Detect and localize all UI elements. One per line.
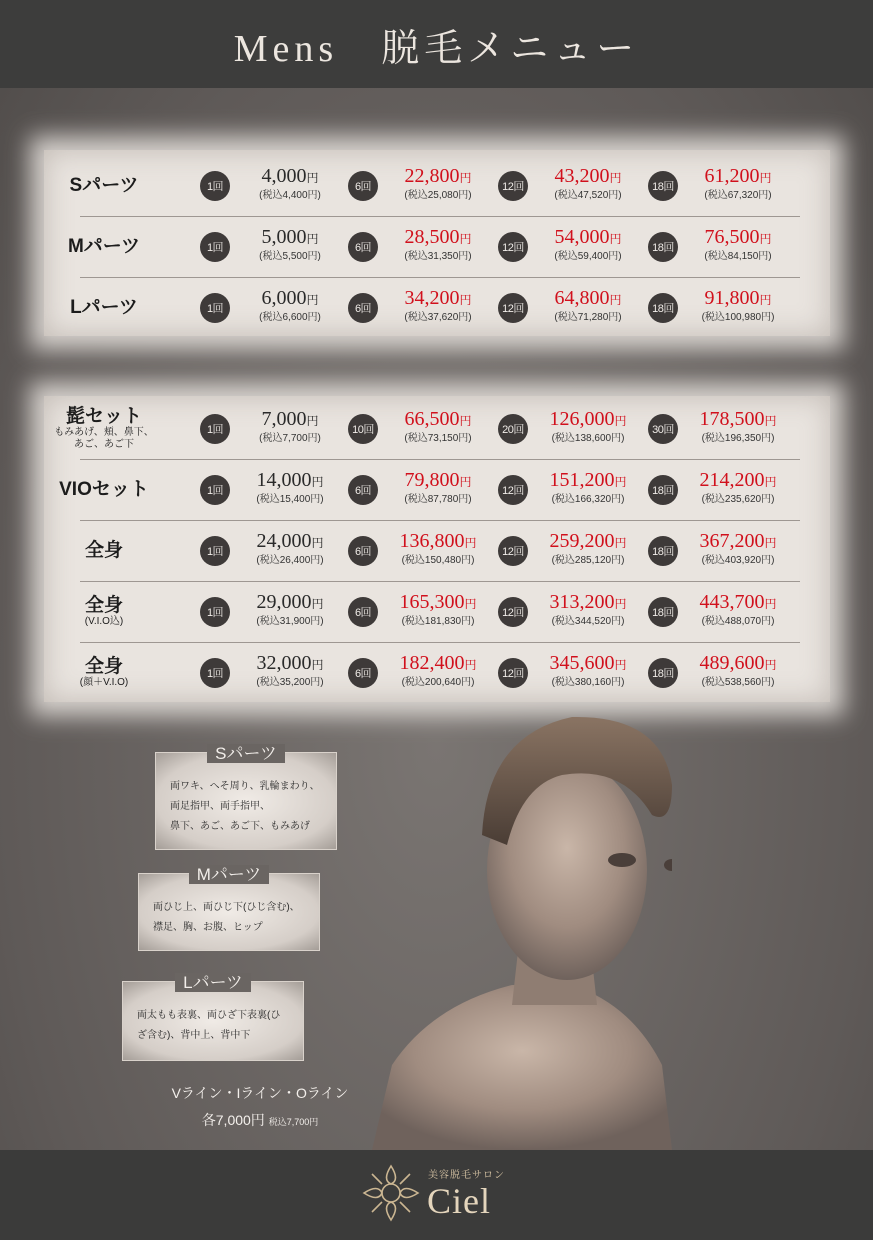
price-unit: 円 <box>609 171 622 185</box>
plan-price <box>378 470 498 506</box>
plan-price <box>528 592 648 628</box>
course-name-cell <box>50 155 158 216</box>
session-count-badge: 1回 <box>200 475 230 505</box>
s-parts-line: 両足指甲、両手指甲、 <box>170 801 270 812</box>
course-name-cell <box>50 581 158 642</box>
session-count-badge: 6回 <box>348 658 378 688</box>
plan-price <box>678 166 798 202</box>
course-name: Lパーツ <box>70 297 138 318</box>
price-tax-included: (税込26,400円) <box>256 555 324 566</box>
price-value: 126,000 <box>549 408 615 430</box>
price-unit: 円 <box>459 232 472 246</box>
plan-price <box>378 166 498 202</box>
price-unit: 円 <box>459 475 472 489</box>
session-count-badge: 12回 <box>498 597 528 627</box>
price-tax-included: (税込87,780円) <box>404 494 472 505</box>
price-row <box>59 459 800 521</box>
course-name-cell <box>50 520 158 581</box>
price-value: 151,200 <box>549 469 615 491</box>
course-name: 髭セット <box>65 406 142 427</box>
price-tax-included: (税込196,350円) <box>701 433 775 444</box>
price-unit: 円 <box>306 171 319 185</box>
m-parts-line: 襟足、胸、お腹、ヒップ <box>153 922 263 933</box>
session-count-badge: 30回 <box>648 414 678 444</box>
plan-price <box>678 470 798 506</box>
price-value: 313,200 <box>549 591 615 613</box>
price-unit: 円 <box>764 536 777 550</box>
price-unit: 円 <box>614 658 627 672</box>
plan-price <box>678 531 798 567</box>
course-name: 全身 <box>84 540 123 561</box>
price-value: 367,200 <box>699 530 765 552</box>
price-value: 6,000 <box>261 287 307 309</box>
session-count-badge: 6回 <box>348 293 378 323</box>
price-row <box>67 216 800 278</box>
price-tax-included: (税込150,480円) <box>401 555 475 566</box>
plan-price <box>230 288 350 324</box>
session-count-badge: 18回 <box>648 232 678 262</box>
plan-price <box>378 409 498 445</box>
price-unit: 円 <box>759 171 772 185</box>
vio-line-price <box>100 1110 420 1130</box>
plan-price <box>528 470 648 506</box>
price-value: 34,200 <box>404 287 460 309</box>
session-count-badge: 12回 <box>498 171 528 201</box>
price-value: 43,200 <box>554 165 610 187</box>
plan-price <box>230 227 350 263</box>
price-tax-included: (税込488,070円) <box>701 616 775 627</box>
session-count-badge: 18回 <box>648 536 678 566</box>
price-tax-included: (税込6,600円) <box>259 312 321 323</box>
session-count-badge: 18回 <box>648 475 678 505</box>
price-unit: 円 <box>609 232 622 246</box>
page-title: Mens 脱毛メニュー <box>233 27 640 70</box>
price-unit: 円 <box>311 536 324 550</box>
price-unit: 円 <box>464 597 477 611</box>
plan-price <box>230 166 350 202</box>
plan-price <box>678 653 798 689</box>
plan-price <box>378 227 498 263</box>
price-tax-included: (税込235,620円) <box>701 494 775 505</box>
price-tax-included: (税込5,500円) <box>259 251 321 262</box>
price-tax-included: (税込35,200円) <box>256 677 324 688</box>
price-value: 443,700 <box>699 591 765 613</box>
price-unit: 円 <box>764 658 777 672</box>
salon-logo-icon <box>360 1162 422 1224</box>
plan-price <box>378 592 498 628</box>
course-name-cell <box>50 398 158 459</box>
price-unit: 円 <box>764 475 777 489</box>
course-name-cell <box>50 459 158 520</box>
price-unit: 円 <box>459 171 472 185</box>
price-unit: 円 <box>614 414 627 428</box>
plan-price <box>528 288 648 324</box>
plan-price <box>230 531 350 567</box>
course-name-cell <box>50 277 158 338</box>
session-count-badge: 1回 <box>200 232 230 262</box>
course-name: VIOセット <box>59 479 149 500</box>
salon-subtitle: 美容脱毛サロン <box>428 1170 505 1181</box>
session-count-badge: 12回 <box>498 475 528 505</box>
price-tax-included: (税込166,320円) <box>551 494 625 505</box>
session-count-badge: 1回 <box>200 171 230 201</box>
m-parts-line: 両ひじ上、両ひじ下(ひじ含む)、 <box>153 902 300 913</box>
m-parts-box <box>138 865 320 951</box>
vio-line-label: Vライン・Iライン・Oライン <box>171 1085 349 1101</box>
price-unit: 円 <box>306 414 319 428</box>
price-value: 28,500 <box>404 226 460 248</box>
s-parts-line: 両ワキ、へそ周り、乳輪まわり、 <box>170 781 320 792</box>
price-tax-included: (税込59,400円) <box>554 251 622 262</box>
page-header <box>0 0 873 88</box>
plan-price <box>528 531 648 567</box>
plan-price <box>378 288 498 324</box>
plan-price <box>678 409 798 445</box>
price-value: 165,300 <box>399 591 465 613</box>
s-parts-description <box>170 777 326 837</box>
plan-price <box>230 653 350 689</box>
session-count-badge: 6回 <box>348 232 378 262</box>
session-count-badge: 12回 <box>498 658 528 688</box>
price-value: 54,000 <box>554 226 610 248</box>
course-note: もみあげ、頬、鼻下、あご、あご下 <box>54 427 154 450</box>
price-tax-included: (税込4,400円) <box>259 190 321 201</box>
course-name: Sパーツ <box>69 175 139 196</box>
session-count-badge: 12回 <box>498 232 528 262</box>
price-unit: 円 <box>459 414 472 428</box>
price-unit: 円 <box>464 658 477 672</box>
price-unit: 円 <box>464 536 477 550</box>
session-count-badge: 20回 <box>498 414 528 444</box>
session-count-badge: 1回 <box>200 597 230 627</box>
price-value: 214,200 <box>699 469 765 491</box>
m-parts-description <box>153 898 309 938</box>
price-unit: 円 <box>614 597 627 611</box>
price-row <box>70 277 800 338</box>
price-value: 136,800 <box>399 530 465 552</box>
session-count-badge: 6回 <box>348 171 378 201</box>
price-unit: 円 <box>759 232 772 246</box>
price-value: 4,000 <box>261 165 307 187</box>
price-row <box>80 520 800 582</box>
price-tax-included: (税込73,150円) <box>404 433 472 444</box>
price-value: 66,500 <box>404 408 460 430</box>
price-tax-included: (税込285,120円) <box>551 555 625 566</box>
price-tax-included: (税込344,520円) <box>551 616 625 627</box>
price-tax-included: (税込37,620円) <box>404 312 472 323</box>
price-tax-included: (税込138,600円) <box>551 433 625 444</box>
price-tax-included: (税込380,160円) <box>551 677 625 688</box>
l-parts-description <box>137 1006 293 1046</box>
plan-price <box>528 653 648 689</box>
price-tax-included: (税込84,150円) <box>704 251 772 262</box>
course-name: 全身 <box>84 595 123 616</box>
l-parts-title: Lパーツ <box>175 973 251 992</box>
price-unit: 円 <box>311 658 324 672</box>
plan-price <box>528 409 648 445</box>
course-name-cell <box>50 642 158 703</box>
price-row <box>69 155 800 217</box>
plan-price <box>230 470 350 506</box>
price-value: 259,200 <box>549 530 615 552</box>
plan-price <box>678 227 798 263</box>
price-unit: 円 <box>609 293 622 307</box>
s-parts-box <box>155 744 337 850</box>
price-tax-included: (税込15,400円) <box>256 494 324 505</box>
session-count-badge: 1回 <box>200 536 230 566</box>
course-name: 全身 <box>84 656 123 677</box>
price-value: 7,000 <box>261 408 307 430</box>
session-count-badge: 18回 <box>648 597 678 627</box>
price-tax-included: (税込31,350円) <box>404 251 472 262</box>
session-count-badge: 12回 <box>498 536 528 566</box>
plan-price <box>528 166 648 202</box>
price-tax-included: (税込403,920円) <box>701 555 775 566</box>
session-count-badge: 1回 <box>200 293 230 323</box>
l-parts-line: 両太もも表裏、両ひざ下表裏(ひ <box>137 1010 281 1021</box>
plan-price <box>378 653 498 689</box>
price-row <box>80 642 800 703</box>
plan-price <box>378 531 498 567</box>
session-count-badge: 6回 <box>348 536 378 566</box>
price-tax-included: (税込71,280円) <box>554 312 622 323</box>
session-count-badge: 6回 <box>348 475 378 505</box>
price-value: 76,500 <box>704 226 760 248</box>
course-note: (顔＋V.I.O) <box>79 677 129 688</box>
price-row <box>54 398 800 460</box>
price-unit: 円 <box>614 475 627 489</box>
price-unit: 円 <box>311 597 324 611</box>
price-tax-included: (税込25,080円) <box>404 190 472 201</box>
price-row <box>80 581 800 643</box>
price-unit: 円 <box>306 293 319 307</box>
price-tax-included: (税込7,700円) <box>259 433 321 444</box>
price-value: 489,600 <box>699 652 765 674</box>
price-tax-included: (税込100,980円) <box>701 312 775 323</box>
price-value: 182,400 <box>399 652 465 674</box>
price-unit: 円 <box>759 293 772 307</box>
session-count-badge: 18回 <box>648 293 678 323</box>
price-tax-included: (税込181,830円) <box>401 616 475 627</box>
session-count-badge: 1回 <box>200 414 230 444</box>
price-tax-included: (税込31,900円) <box>256 616 324 627</box>
plan-price <box>230 409 350 445</box>
price-tax-included: (税込200,640円) <box>401 677 475 688</box>
s-parts-line: 鼻下、あご、あご下、もみあげ <box>170 821 310 832</box>
plan-price <box>678 288 798 324</box>
price-unit: 円 <box>459 293 472 307</box>
vio-tax: 税込7,700円 <box>268 1117 319 1127</box>
session-count-badge: 6回 <box>348 597 378 627</box>
price-value: 29,000 <box>256 591 312 613</box>
price-tax-included: (税込47,520円) <box>554 190 622 201</box>
price-value: 32,000 <box>256 652 312 674</box>
price-value: 178,500 <box>699 408 765 430</box>
session-count-badge: 1回 <box>200 658 230 688</box>
plan-price <box>528 227 648 263</box>
price-unit: 円 <box>306 232 319 246</box>
session-count-badge: 18回 <box>648 658 678 688</box>
vio-price: 各7,000円 <box>201 1112 265 1128</box>
course-name: Mパーツ <box>67 236 141 257</box>
salon-name: Ciel <box>427 1181 491 1221</box>
l-parts-box <box>122 973 304 1061</box>
price-value: 345,600 <box>549 652 615 674</box>
price-tax-included: (税込538,560円) <box>701 677 775 688</box>
course-note: (V.I.O込) <box>84 616 124 627</box>
price-value: 22,800 <box>404 165 460 187</box>
price-value: 14,000 <box>256 469 312 491</box>
price-value: 91,800 <box>704 287 760 309</box>
price-tax-included: (税込67,320円) <box>704 190 772 201</box>
m-parts-title: Mパーツ <box>189 865 269 884</box>
price-unit: 円 <box>764 597 777 611</box>
s-parts-title: Sパーツ <box>207 744 285 763</box>
price-value: 5,000 <box>261 226 307 248</box>
price-value: 79,800 <box>404 469 460 491</box>
price-unit: 円 <box>764 414 777 428</box>
price-unit: 円 <box>614 536 627 550</box>
price-value: 64,800 <box>554 287 610 309</box>
plan-price <box>678 592 798 628</box>
plan-price <box>230 592 350 628</box>
session-count-badge: 18回 <box>648 171 678 201</box>
course-name-cell <box>50 216 158 277</box>
session-count-badge: 10回 <box>348 414 378 444</box>
l-parts-line: ざ含む)、背中上、背中下 <box>137 1030 251 1041</box>
price-value: 61,200 <box>704 165 760 187</box>
price-unit: 円 <box>311 475 324 489</box>
session-count-badge: 12回 <box>498 293 528 323</box>
price-value: 24,000 <box>256 530 312 552</box>
